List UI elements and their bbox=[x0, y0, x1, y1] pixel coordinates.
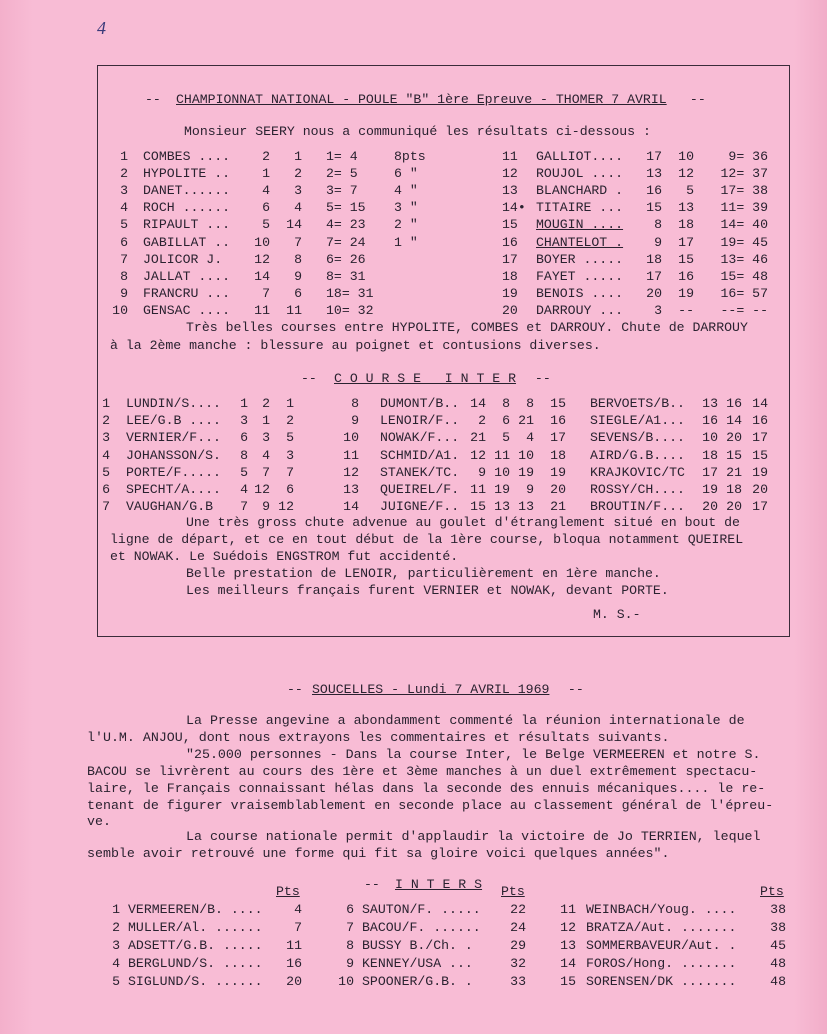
rider-name: LENOIR/F.. bbox=[380, 413, 460, 429]
manche2-place: 4 bbox=[262, 447, 270, 463]
row-position: 18 bbox=[502, 268, 518, 284]
rank-total: 19= 45 bbox=[720, 234, 768, 250]
manche1-place: 2 bbox=[262, 149, 270, 164]
row-position: 6 bbox=[120, 234, 128, 250]
manche3-place: 17 bbox=[752, 430, 768, 446]
manche1-place: 8 bbox=[654, 217, 662, 233]
page-number: 4 bbox=[97, 18, 106, 38]
points: 4 " bbox=[394, 183, 418, 199]
rider-name: BROUTIN/F... bbox=[590, 499, 685, 515]
paragraph-line: ligne de départ, et ce en tout début de la 1ère course, bloqua notamment QUEIREL bbox=[110, 532, 744, 547]
row-position: 4 bbox=[120, 200, 128, 216]
manche3-place: 12 bbox=[278, 499, 294, 515]
paragraph-line: laire, le Français connaissant hélas dans la seconde des ennuis mécaniques.... le re- bbox=[87, 781, 766, 796]
row-position: 21 bbox=[550, 499, 566, 515]
manche2-place: 12 bbox=[678, 166, 694, 182]
row-position: 4 bbox=[112, 956, 120, 971]
row-position: 9 bbox=[120, 285, 128, 301]
manche1-place: 13 bbox=[702, 396, 718, 411]
manche1-place: 7 bbox=[262, 285, 270, 301]
paragraph-line: La Presse angevine a abondamment commenté la réunion internationale de bbox=[186, 713, 745, 728]
row-position: 13 bbox=[560, 938, 576, 953]
manche1-place: 19 bbox=[702, 482, 718, 497]
rider-name: NOWAK/F... bbox=[380, 430, 460, 446]
row-position: 15 bbox=[560, 974, 576, 989]
row-position: 11 bbox=[502, 149, 518, 164]
rider-name: VAUGHAN/G.B bbox=[126, 499, 214, 515]
manche1-place: 5 bbox=[262, 217, 270, 233]
rider-name: BLANCHARD . bbox=[536, 183, 624, 199]
rider-name: WEINBACH/Youg. .... bbox=[586, 902, 737, 917]
manche1-place: 3 bbox=[654, 302, 662, 318]
row-position: 17 bbox=[502, 251, 518, 267]
rider-name: KENNEY/USA ... bbox=[362, 956, 473, 971]
rider-name: JALLAT .... bbox=[143, 268, 231, 284]
manche1-place: 17 bbox=[646, 149, 662, 164]
manche2-place: 5 bbox=[686, 183, 694, 199]
rider-name: SEVENS/B.... bbox=[590, 430, 685, 446]
manche1-place: 11 bbox=[254, 302, 270, 318]
manche3-place: 19 bbox=[752, 464, 768, 480]
rank-total: 13= 46 bbox=[720, 251, 768, 267]
manche1-place: 12 bbox=[254, 251, 270, 267]
manche1-place: 18 bbox=[646, 251, 662, 267]
points: 24 bbox=[510, 920, 526, 935]
pts-header: Pts bbox=[760, 884, 784, 899]
points: 1 " bbox=[394, 234, 418, 250]
manche2-place: 12 bbox=[254, 482, 270, 497]
manche2-place: 13 bbox=[678, 200, 694, 216]
manche1-place: 15 bbox=[646, 200, 662, 216]
rider-name: STANEK/TC. bbox=[380, 464, 460, 480]
points: 33 bbox=[510, 974, 526, 989]
manche2-place: 8 bbox=[502, 396, 510, 411]
rider-name: HYPOLITE .. bbox=[143, 166, 231, 182]
row-position: 8 bbox=[120, 268, 128, 284]
rider-name: BERVOETS/B.. bbox=[590, 396, 685, 411]
rank-total: 12= 37 bbox=[720, 166, 768, 182]
section2-title-prefix: -- bbox=[301, 371, 325, 386]
manche1-place: 10 bbox=[702, 430, 718, 446]
points: 6 " bbox=[394, 166, 418, 182]
rider-name: BUSSY B./Ch. . bbox=[362, 938, 473, 953]
section1-title-suffix: -- bbox=[682, 92, 706, 107]
row-position: 10 bbox=[343, 430, 359, 446]
paragraph-line: Belle prestation de LENOIR, particulièrement en 1ère manche. bbox=[186, 566, 661, 581]
paragraph-line: semble avoir retrouvé une forme qui fit sa gloire voici quelques années". bbox=[87, 846, 670, 861]
manche2-place: 1 bbox=[262, 413, 270, 429]
rider-name: SAUTON/F. ..... bbox=[362, 902, 481, 917]
section4-title: I N T E R S bbox=[395, 877, 483, 892]
manche1-place: 6 bbox=[240, 430, 248, 446]
rider-name: FOROS/Hong. ....... bbox=[586, 956, 737, 971]
manche1-place: 13 bbox=[646, 166, 662, 182]
section4-title-prefix: -- bbox=[364, 877, 388, 892]
manche1-place: 12 bbox=[470, 447, 486, 463]
manche3-place: 5 bbox=[286, 430, 294, 446]
paragraph-line: tenant de figurer vraisemblablement en seconde place au classement général de l'épreu- bbox=[87, 798, 774, 813]
rider-name: CHANTELOT . bbox=[536, 234, 624, 250]
manche2-place: 3 bbox=[294, 183, 302, 199]
manche3-place: 19 bbox=[518, 464, 534, 480]
row-position: 7 bbox=[346, 920, 354, 935]
rider-name: SOMMERBAVEUR/Aut. . bbox=[586, 938, 737, 953]
pts-header: Pts bbox=[501, 884, 525, 899]
row-position: 7 bbox=[102, 499, 110, 515]
manche2-place: 9 bbox=[262, 499, 270, 515]
row-position: 1 bbox=[102, 396, 110, 411]
manche2-place: 10 bbox=[494, 464, 510, 480]
rank-total: 3= 7 bbox=[326, 183, 358, 199]
row-position: 20 bbox=[502, 302, 518, 318]
rank-total: 10= 32 bbox=[326, 302, 374, 318]
row-position: 8 bbox=[351, 396, 359, 411]
manche2-place: 5 bbox=[502, 430, 510, 446]
row-position: 13 bbox=[343, 482, 359, 497]
rider-name: VERNIER/F... bbox=[126, 430, 221, 446]
row-position: 6 bbox=[102, 482, 110, 497]
manche1-place: 7 bbox=[240, 499, 248, 515]
rank-total: 17= 38 bbox=[720, 183, 768, 199]
row-position: 13 bbox=[502, 183, 518, 199]
row-position: 3 bbox=[102, 430, 110, 446]
row-position: 2 bbox=[120, 166, 128, 182]
points: 22 bbox=[510, 902, 526, 917]
manche2-place: 20 bbox=[726, 430, 742, 446]
manche2-place: 17 bbox=[678, 234, 694, 250]
row-position: 11 bbox=[343, 447, 359, 463]
manche3-place: 10 bbox=[518, 447, 534, 463]
rider-name: BACOU/F. ...... bbox=[362, 920, 481, 935]
rider-name: DUMONT/B.. bbox=[380, 396, 460, 411]
row-position: 10 bbox=[112, 302, 128, 318]
manche1-place: 15 bbox=[470, 499, 486, 515]
section2-title: C O U R S E I N T E R bbox=[334, 371, 517, 386]
row-position: 14• bbox=[502, 200, 526, 216]
section2-title-suffix: -- bbox=[527, 371, 551, 386]
manche2-place: 1 bbox=[294, 149, 302, 164]
row-position: 14 bbox=[343, 499, 359, 515]
manche2-place: 8 bbox=[294, 251, 302, 267]
points: 16 bbox=[286, 956, 302, 971]
paragraph-line: et NOWAK. Le Suédois ENGSTROM fut accidenté. bbox=[110, 549, 459, 564]
manche3-place: 9 bbox=[526, 482, 534, 497]
manche1-place: 3 bbox=[240, 413, 248, 429]
row-position: 8 bbox=[346, 938, 354, 953]
rank-total: 7= 24 bbox=[326, 234, 366, 250]
rank-total: 8= 31 bbox=[326, 268, 366, 284]
rider-name: AIRD/G.B.... bbox=[590, 447, 685, 463]
manche1-place: 20 bbox=[646, 285, 662, 301]
rider-name: DANET...... bbox=[143, 183, 231, 199]
section3-title-prefix: -- bbox=[287, 682, 311, 697]
section1-title: CHAMPIONNAT NATIONAL - POULE "B" 1ère Epreuve - THOMER 7 AVRIL bbox=[176, 92, 667, 107]
manche2-place: 2 bbox=[294, 166, 302, 182]
rank-total: 9= 36 bbox=[728, 149, 768, 164]
rider-name: DARROUY ... bbox=[536, 302, 624, 318]
manche2-place: 7 bbox=[294, 234, 302, 250]
manche1-place: 5 bbox=[240, 464, 248, 480]
manche2-place: 6 bbox=[502, 413, 510, 429]
manche3-place: 16 bbox=[752, 413, 768, 429]
manche3-place: 6 bbox=[286, 482, 294, 497]
rank-total: 16= 57 bbox=[720, 285, 768, 301]
row-position: 10 bbox=[338, 974, 354, 989]
rider-name: ADSETT/G.B. ..... bbox=[128, 938, 263, 953]
manche2-place: 15 bbox=[726, 447, 742, 463]
rider-name: MOUGIN .... bbox=[536, 217, 624, 233]
row-position: 6 bbox=[346, 902, 354, 917]
points: 38 bbox=[770, 920, 786, 935]
points: 2 " bbox=[394, 217, 418, 233]
paragraph-line: "25.000 personnes - Dans la course Inter, le Belge VERMEEREN et notre S. bbox=[186, 747, 761, 762]
manche2-place: 16 bbox=[726, 396, 742, 411]
points: 48 bbox=[770, 974, 786, 989]
rider-name: FAYET ..... bbox=[536, 268, 624, 284]
manche2-place: 9 bbox=[294, 268, 302, 284]
rank-total: 4= 23 bbox=[326, 217, 366, 233]
rider-name: ROUJOL .... bbox=[536, 166, 624, 182]
row-position: 1 bbox=[120, 149, 128, 164]
points: 38 bbox=[770, 902, 786, 917]
rider-name: BOYER ..... bbox=[536, 251, 624, 267]
manche2-place: 15 bbox=[678, 251, 694, 267]
manche3-place: 1 bbox=[286, 396, 294, 411]
rider-name: PORTE/F..... bbox=[126, 464, 221, 480]
manche3-place: 15 bbox=[752, 447, 768, 463]
row-position: 4 bbox=[102, 447, 110, 463]
points: 7 bbox=[294, 920, 302, 935]
points: 20 bbox=[286, 974, 302, 989]
section3-title-suffix: -- bbox=[560, 682, 584, 697]
manche3-place: 14 bbox=[752, 396, 768, 411]
manche1-place: 20 bbox=[702, 499, 718, 515]
manche2-place: 18 bbox=[726, 482, 742, 497]
row-position: 12 bbox=[343, 464, 359, 480]
rider-name: SCHMID/A1. bbox=[380, 447, 460, 463]
rider-name: GALLIOT.... bbox=[536, 149, 624, 164]
manche2-place: 13 bbox=[494, 499, 510, 515]
row-position: 12 bbox=[560, 920, 576, 935]
manche2-place: 19 bbox=[678, 285, 694, 301]
rider-name: COMBES .... bbox=[143, 149, 231, 164]
paragraph-line: La course nationale permit d'applaudir la victoire de Jo TERRIEN, lequel bbox=[186, 829, 761, 844]
rider-name: JOLICOR J. bbox=[143, 251, 223, 267]
points: 8pts bbox=[394, 149, 426, 164]
rank-total: 5= 15 bbox=[326, 200, 366, 216]
manche1-place: 17 bbox=[646, 268, 662, 284]
manche2-place: 7 bbox=[262, 464, 270, 480]
row-position: 3 bbox=[120, 183, 128, 199]
rank-total: 2= 5 bbox=[326, 166, 358, 182]
row-position: 18 bbox=[550, 447, 566, 463]
manche2-place: 19 bbox=[494, 482, 510, 497]
manche2-place: 20 bbox=[726, 499, 742, 515]
row-position: 15 bbox=[550, 396, 566, 411]
points: 3 " bbox=[394, 200, 418, 216]
manche3-place: 13 bbox=[518, 499, 534, 515]
manche1-place: 11 bbox=[470, 482, 486, 497]
rank-total: 18= 31 bbox=[326, 285, 374, 301]
manche1-place: 21 bbox=[470, 430, 486, 446]
paragraph-line: ve. bbox=[87, 814, 111, 829]
rider-name: BRATZA/Aut. ....... bbox=[586, 920, 737, 935]
manche2-place: 10 bbox=[678, 149, 694, 164]
row-position: 20 bbox=[550, 482, 566, 497]
row-position: 5 bbox=[102, 464, 110, 480]
section1-comment-line2: à la 2ème manche : blessure au poignet et contusions diverses. bbox=[110, 338, 601, 353]
manche1-place: 16 bbox=[646, 183, 662, 199]
points: 29 bbox=[510, 938, 526, 953]
manche2-place: 18 bbox=[678, 217, 694, 233]
manche2-place: 14 bbox=[726, 413, 742, 429]
rider-name: MULLER/Al. ...... bbox=[128, 920, 263, 935]
row-position: 12 bbox=[502, 166, 518, 182]
manche3-place: 8 bbox=[526, 396, 534, 411]
rider-name: LEE/G.B .... bbox=[126, 413, 221, 429]
rider-name: GENSAC .... bbox=[143, 302, 231, 318]
rider-name: FRANCRU ... bbox=[143, 285, 231, 301]
manche1-place: 18 bbox=[702, 447, 718, 463]
manche1-place: 4 bbox=[262, 183, 270, 199]
rider-name: SORENSEN/DK ....... bbox=[586, 974, 737, 989]
manche2-place: 21 bbox=[726, 464, 742, 480]
rider-name: SIEGLE/A1... bbox=[590, 413, 685, 429]
row-position: 15 bbox=[502, 217, 518, 233]
row-position: 9 bbox=[351, 413, 359, 429]
rank-total: 1= 4 bbox=[326, 149, 358, 164]
section3-title: SOUCELLES - Lundi 7 AVRIL 1969 bbox=[312, 682, 550, 697]
rank-total: 11= 39 bbox=[720, 200, 768, 216]
points: 45 bbox=[770, 938, 786, 953]
rider-name: BENOIS .... bbox=[536, 285, 624, 301]
manche3-place: 4 bbox=[526, 430, 534, 446]
rider-name: JOHANSSON/S. bbox=[126, 447, 221, 463]
rank-total: 14= 40 bbox=[720, 217, 768, 233]
rider-name: RIPAULT ... bbox=[143, 217, 231, 233]
manche1-place: 14 bbox=[470, 396, 486, 411]
row-position: 5 bbox=[112, 974, 120, 989]
manche1-place: 8 bbox=[240, 447, 248, 463]
manche2-place: 4 bbox=[294, 200, 302, 216]
row-position: 2 bbox=[112, 920, 120, 935]
row-position: 9 bbox=[346, 956, 354, 971]
rider-name: ROSSY/CH.... bbox=[590, 482, 685, 497]
rider-name: VERMEEREN/B. .... bbox=[128, 902, 263, 917]
row-position: 11 bbox=[560, 902, 576, 917]
manche1-place: 2 bbox=[478, 413, 486, 429]
rider-name: SIGLUND/S. ...... bbox=[128, 974, 263, 989]
rider-name: SPECHT/A.... bbox=[126, 482, 221, 497]
manche1-place: 6 bbox=[262, 200, 270, 216]
row-position: 16 bbox=[550, 413, 566, 429]
rider-name: TITAIRE ... bbox=[536, 200, 624, 216]
manche3-place: 17 bbox=[752, 499, 768, 515]
manche3-place: 21 bbox=[518, 413, 534, 429]
manche1-place: 17 bbox=[702, 464, 718, 480]
manche1-place: 10 bbox=[254, 234, 270, 250]
paragraph-line: Les meilleurs français furent VERNIER et NOWAK, devant PORTE. bbox=[186, 583, 669, 598]
rider-name: SPOONER/G.B. . bbox=[362, 974, 473, 989]
row-position: 1 bbox=[112, 902, 120, 917]
manche3-place: 7 bbox=[286, 464, 294, 480]
manche1-place: 1 bbox=[240, 396, 248, 411]
manche1-place: 9 bbox=[478, 464, 486, 480]
manche3-place: 2 bbox=[286, 413, 294, 429]
points: 48 bbox=[770, 956, 786, 971]
row-position: 16 bbox=[502, 234, 518, 250]
manche2-place: -- bbox=[678, 302, 694, 318]
rank-total: 15= 48 bbox=[720, 268, 768, 284]
manche2-place: 6 bbox=[294, 285, 302, 301]
manche2-place: 11 bbox=[286, 302, 302, 318]
row-position: 3 bbox=[112, 938, 120, 953]
manche1-place: 9 bbox=[654, 234, 662, 250]
rank-total: 6= 26 bbox=[326, 251, 366, 267]
pts-header: Pts bbox=[276, 884, 300, 899]
points: 4 bbox=[294, 902, 302, 917]
paragraph-line: l'U.M. ANJOU, dont nous extrayons les commentaires et résultats suivants. bbox=[87, 730, 670, 745]
row-position: 19 bbox=[502, 285, 518, 301]
rider-name: GABILLAT .. bbox=[143, 234, 231, 250]
rider-name: ROCH ...... bbox=[143, 200, 231, 216]
manche2-place: 3 bbox=[262, 430, 270, 446]
row-position: 19 bbox=[550, 464, 566, 480]
manche2-place: 2 bbox=[262, 396, 270, 411]
row-position: 17 bbox=[550, 430, 566, 446]
manche3-place: 20 bbox=[752, 482, 768, 497]
paragraph-line: BACOU se livrèrent au cours des 1ère et 3ème manches à un duel extrêmement spectacu- bbox=[87, 764, 758, 779]
manche2-place: 14 bbox=[286, 217, 302, 233]
points: 11 bbox=[286, 938, 302, 953]
paragraph-line: Une très gross chute advenue au goulet d'étranglement situé en bout de bbox=[186, 515, 740, 530]
rider-name: BERGLUND/S. ..... bbox=[128, 956, 263, 971]
manche1-place: 14 bbox=[254, 268, 270, 284]
section1-intro: Monsieur SEERY nous a communiqué les résultats ci-dessous : bbox=[184, 124, 651, 139]
points: 32 bbox=[510, 956, 526, 971]
rank-total: --= -- bbox=[720, 302, 768, 318]
manche3-place: 3 bbox=[286, 447, 294, 463]
rider-name: KRAJKOVIC/TC bbox=[590, 464, 685, 480]
section1-title-prefix: -- bbox=[145, 92, 169, 107]
row-position: 2 bbox=[102, 413, 110, 429]
manche2-place: 11 bbox=[494, 447, 510, 463]
rider-name: QUEIREL/F. bbox=[380, 482, 460, 497]
rider-name: JUIGNE/F.. bbox=[380, 499, 460, 515]
manche1-place: 16 bbox=[702, 413, 718, 429]
signature: M. S.- bbox=[593, 607, 641, 622]
row-position: 5 bbox=[120, 217, 128, 233]
row-position: 14 bbox=[560, 956, 576, 971]
manche1-place: 4 bbox=[240, 482, 248, 497]
manche2-place: 16 bbox=[678, 268, 694, 284]
row-position: 7 bbox=[120, 251, 128, 267]
rider-name: LUNDIN/S.... bbox=[126, 396, 221, 411]
manche1-place: 1 bbox=[262, 166, 270, 182]
section1-comment-line1: Très belles courses entre HYPOLITE, COMBES et DARROUY. Chute de DARROUY bbox=[186, 320, 748, 335]
